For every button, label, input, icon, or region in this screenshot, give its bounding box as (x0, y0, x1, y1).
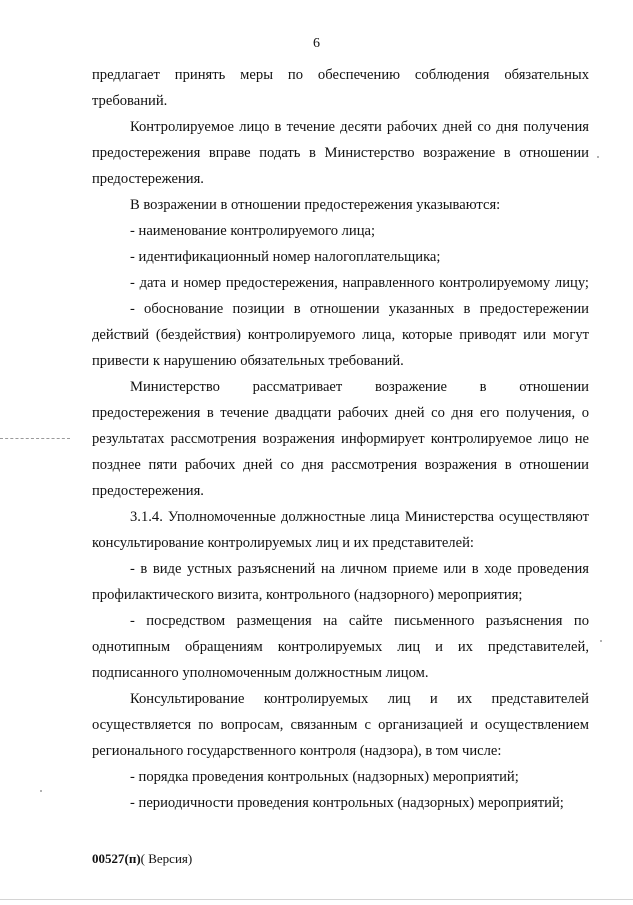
list-item: - посредством размещения на сайте письменного разъяснения по (130, 613, 589, 629)
list-item: - в виде устных разъяснений на личном приеме или в ходе проведения (130, 561, 589, 577)
word: и (429, 691, 438, 707)
text-line: привести к нарушению обязательных требований. (92, 353, 404, 369)
word: Консультирование (130, 691, 245, 707)
word: лиц (387, 691, 411, 707)
list-item: - идентификационный номер налогоплательщика; (130, 249, 441, 265)
list-item: - периодичности проведения контрольных (надзорных) мероприятий; (130, 795, 564, 811)
word: их (457, 691, 473, 707)
text-line: профилактического визита, контрольного (надзорного) мероприятия; (92, 587, 523, 603)
text-line: действий (бездействия) контролируемого лица, которые приводят или могут (92, 327, 589, 343)
word: возражение (374, 379, 448, 395)
scan-artifact-dot (40, 790, 42, 792)
list-item: - обоснование позиции в отношении указанных в предостережении (130, 301, 589, 317)
text-line: однотипным обращениям контролируемых лиц и их представителей, (92, 639, 589, 655)
scan-artifact-bottom-edge (0, 899, 633, 900)
text-line: предостережения. (92, 171, 204, 187)
word: отношении (519, 379, 589, 395)
document-code: 00527(п) (92, 851, 141, 866)
word: в (479, 379, 487, 395)
text-line: предлагает принять меры по обеспечению соблюдения обязательных (92, 67, 589, 83)
list-item: - порядка проведения контрольных (надзорных) мероприятий; (130, 769, 519, 785)
text-line: Контролируемое лицо в течение десяти рабочих дней со дня получения (130, 119, 589, 135)
list-item: - наименование контролируемого лица; (130, 223, 376, 239)
text-line: результатах рассмотрения возражения информирует контролируемое лицо не (92, 431, 589, 447)
text-line: регионального государственного контроля (надзора), в том числе: (92, 743, 502, 759)
section-heading-line: 3.1.4. Уполномоченные должностные лица Министерства осуществляют (130, 509, 589, 525)
word: контролируемых (263, 691, 369, 707)
word: Министерство (130, 379, 220, 395)
text-line: позднее пяти рабочих дней со дня рассмотрения возражения в отношении (92, 457, 589, 473)
list-item: - дата и номер предостережения, направленного контролируемому лицу; (130, 275, 589, 291)
page-number: 6 (313, 36, 320, 51)
spread-line-1 (92, 374, 589, 400)
scan-artifact-dot (600, 640, 602, 642)
word: представителей (491, 691, 589, 707)
text-line: В возражении в отношении предостережения указываются: (130, 197, 501, 213)
text-line: осуществляется по вопросам, связанным с организацией и осуществлением (92, 717, 589, 733)
spread-line-2 (92, 686, 589, 712)
text-line: предостережения вправе подать в Министерство возражение в отношении (92, 145, 589, 161)
document-body (92, 62, 589, 816)
scan-artifact-dashes (0, 438, 70, 440)
text-line: требований. (92, 93, 168, 109)
scan-artifact-dot (597, 156, 599, 158)
word: рассматривает (252, 379, 343, 395)
text-line: предостережения. (92, 483, 204, 499)
text-line: предостережения в течение двадцати рабочих дней со дня его получения, о (92, 405, 589, 421)
version-label: ( Версия) (140, 851, 193, 866)
footer-version (92, 851, 192, 867)
text-line: консультирование контролируемых лиц и их представителей: (92, 535, 474, 551)
text-line: подписанного уполномоченным должностным лицом. (92, 665, 429, 681)
